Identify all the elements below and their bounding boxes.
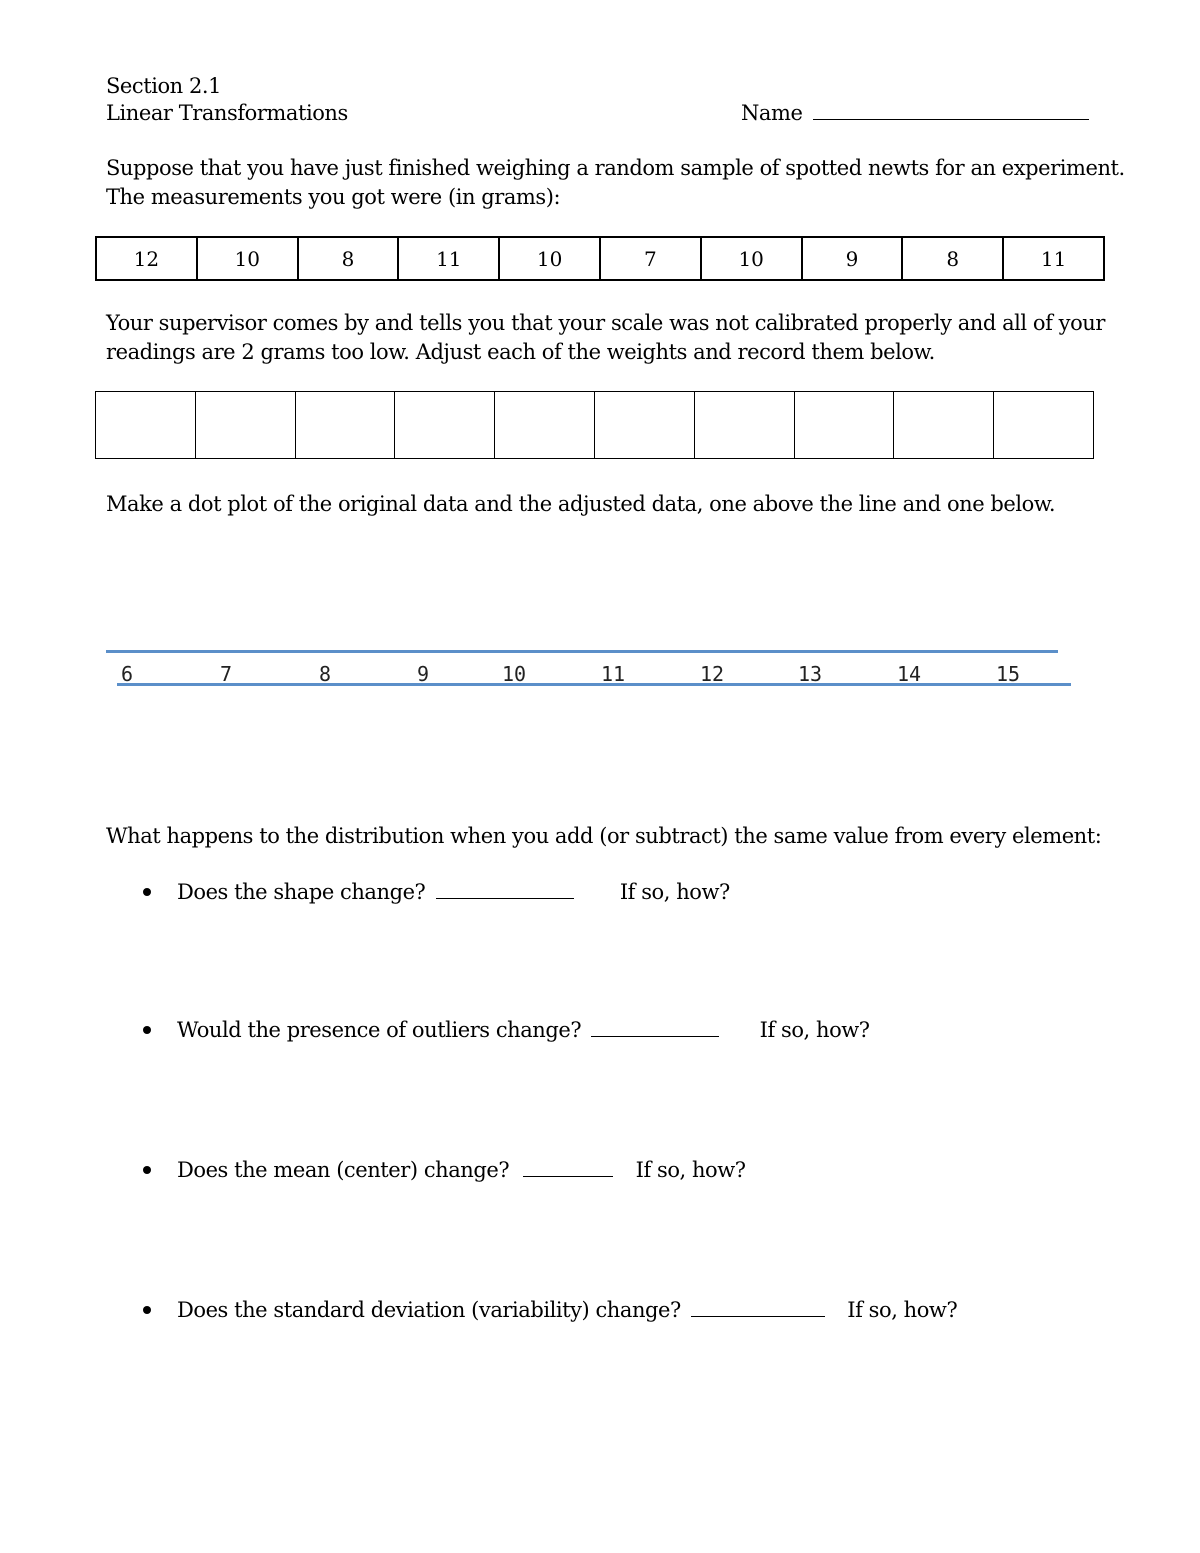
axis-tick-label: 13 [798, 662, 823, 686]
adjust-line-2: readings are 2 grams too low. Adjust each of the weights and record them below. [106, 340, 935, 364]
measurements-table [95, 236, 1105, 281]
question-item [177, 1156, 746, 1184]
adjusted-cell[interactable] [195, 392, 295, 459]
question-follow-up: If so, how? [847, 1298, 958, 1322]
axis-tick-label: 7 [220, 662, 233, 686]
name-blank[interactable] [813, 101, 1089, 120]
name-label: Name [741, 101, 803, 125]
adjusted-cell[interactable] [594, 392, 694, 459]
measurement-cell: 10 [499, 237, 600, 280]
measurement-cell: 8 [298, 237, 399, 280]
dotplot-upper-line [106, 650, 1058, 653]
adjusted-cell[interactable] [894, 392, 994, 459]
adjusted-weights-table [95, 391, 1094, 459]
adjust-line-1: Your supervisor comes by and tells you that your scale was not calibrated properly and all of your [106, 311, 1105, 335]
axis-tick-label: 12 [700, 662, 725, 686]
adjusted-cell[interactable] [295, 392, 395, 459]
section-label: Section 2.1 [106, 74, 222, 98]
answer-blank[interactable] [691, 1298, 825, 1317]
adjusted-cell[interactable] [794, 392, 894, 459]
axis-tick-label: 11 [601, 662, 626, 686]
measurement-cell: 11 [1003, 237, 1104, 280]
axis-tick-label: 9 [417, 662, 430, 686]
answer-blank[interactable] [436, 880, 574, 899]
measurement-cell: 11 [398, 237, 499, 280]
axis-tick-label: 15 [996, 662, 1021, 686]
question-text: Would the presence of outliers change? [177, 1018, 582, 1042]
question-text: Does the shape change? [177, 880, 426, 904]
question-text: Does the mean (center) change? [177, 1158, 510, 1182]
axis-tick-label: 14 [897, 662, 922, 686]
axis-tick-label: 8 [319, 662, 332, 686]
adjusted-cell[interactable] [994, 392, 1094, 459]
measurement-cell: 10 [197, 237, 298, 280]
measurement-cell: 10 [701, 237, 802, 280]
question-text: Does the standard deviation (variability) change? [177, 1298, 681, 1322]
measurement-cell: 12 [96, 237, 197, 280]
measurement-cell: 9 [802, 237, 903, 280]
questions-prompt: What happens to the distribution when you add (or subtract) the same value from every element: [106, 824, 1102, 848]
name-field [741, 99, 1089, 127]
adjusted-cell[interactable] [395, 392, 495, 459]
question-item [177, 1296, 957, 1324]
answer-blank[interactable] [591, 1018, 719, 1037]
intro-line-1: Suppose that you have just finished weighing a random sample of spotted newts for an experiment. [106, 156, 1125, 180]
question-follow-up: If so, how? [635, 1158, 746, 1182]
adjusted-cell[interactable] [694, 392, 794, 459]
axis-tick-label: 10 [502, 662, 527, 686]
worksheet-title: Linear Transformations [106, 101, 348, 125]
axis-tick-label: 6 [121, 662, 134, 686]
question-follow-up: If so, how? [619, 880, 730, 904]
answer-blank[interactable] [523, 1158, 613, 1177]
dotplot-instruction: Make a dot plot of the original data and the adjusted data, one above the line and one below. [106, 492, 1056, 516]
bullet-icon [143, 1166, 151, 1174]
question-item [177, 1016, 870, 1044]
bullet-icon [143, 888, 151, 896]
dotplot-lower-line [117, 683, 1071, 686]
intro-line-2: The measurements you got were (in grams): [106, 185, 561, 209]
measurement-cell: 7 [600, 237, 701, 280]
question-follow-up: If so, how? [759, 1018, 870, 1042]
bullet-icon [143, 1026, 151, 1034]
measurement-cell: 8 [902, 237, 1003, 280]
measurements-row [96, 237, 1104, 280]
adjusted-row [96, 392, 1094, 459]
adjusted-cell[interactable] [495, 392, 595, 459]
question-item [177, 878, 730, 906]
adjusted-cell[interactable] [96, 392, 196, 459]
bullet-icon [143, 1306, 151, 1314]
